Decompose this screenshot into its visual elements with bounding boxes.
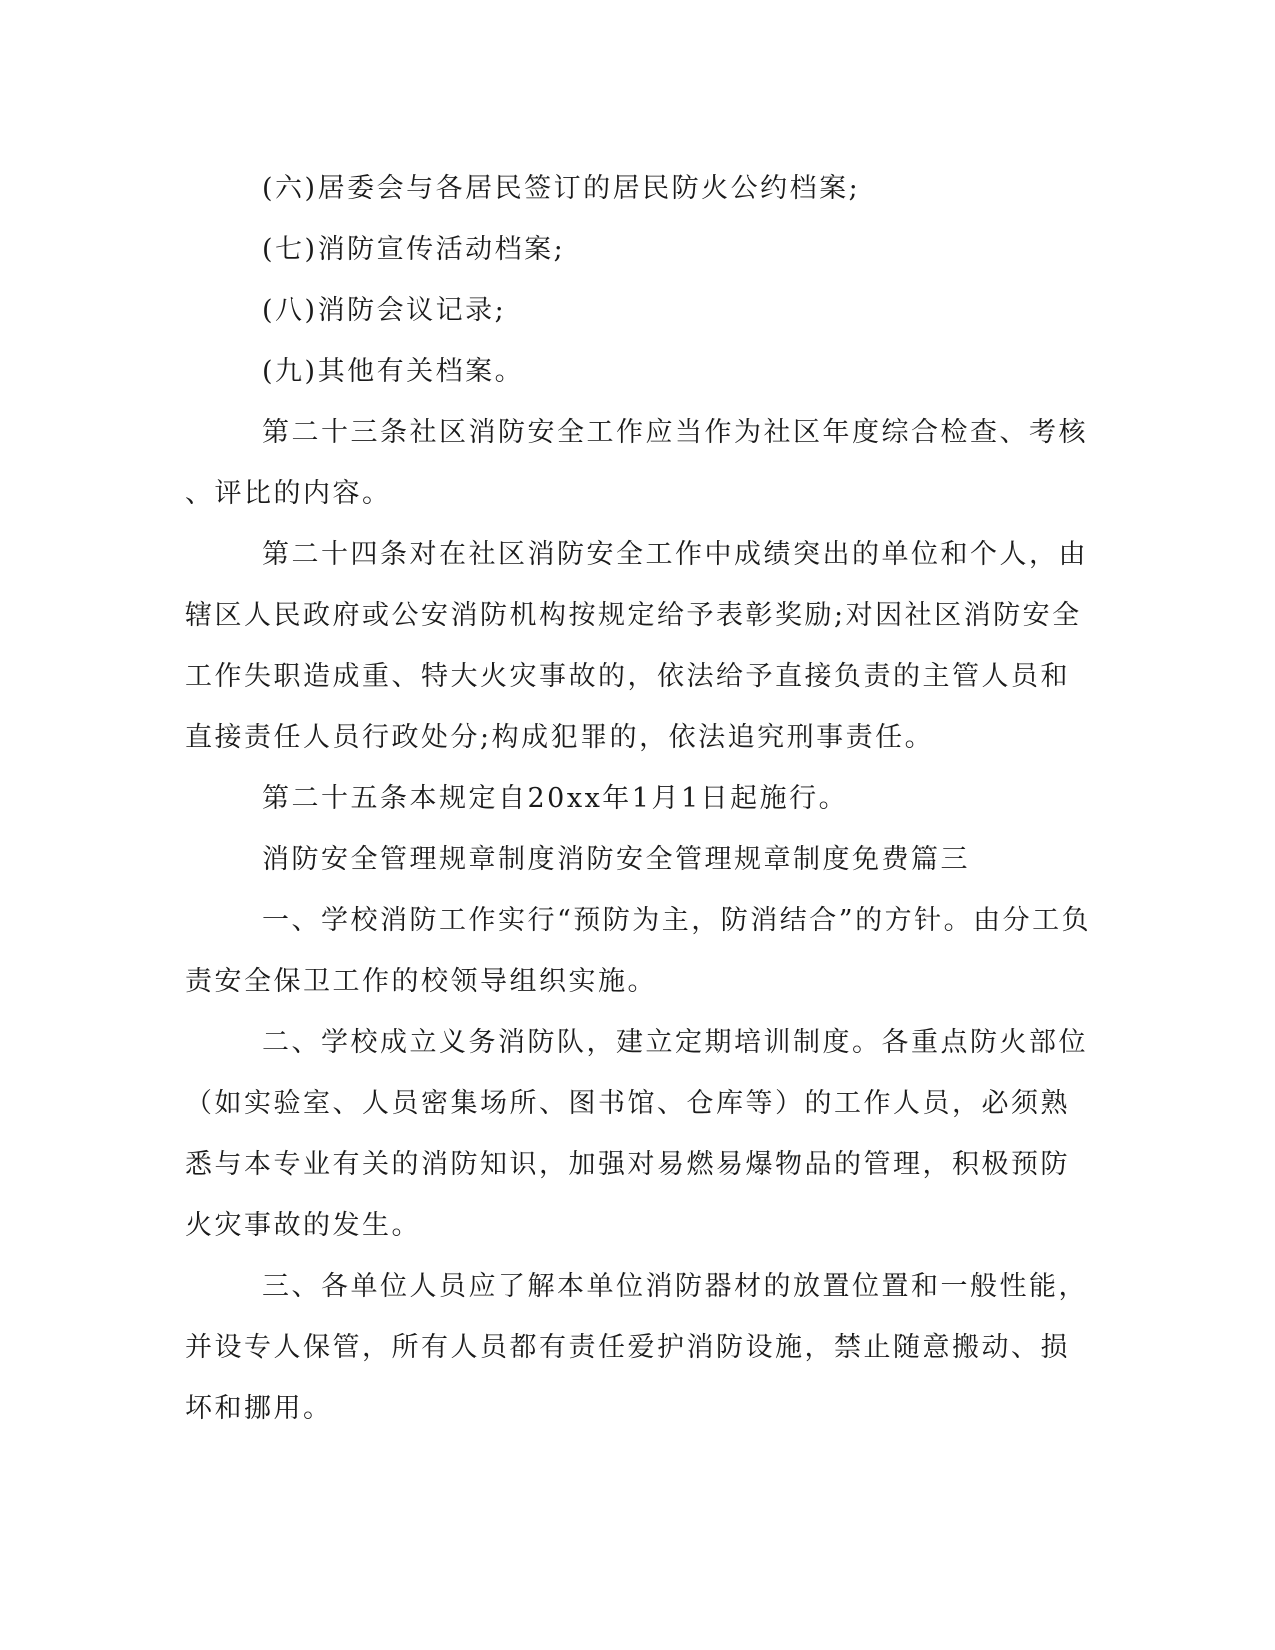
article-25: 第二十五条本规定自20xx年1月1日起施行。: [262, 783, 849, 814]
rule-2: [185, 1012, 1088, 1256]
rule-2-line: 火灾事故的发生。: [185, 1210, 421, 1241]
rule-2-line: 二、学校成立义务消防队，建立定期培训制度。各重点防火部位: [262, 1027, 1088, 1058]
article-24-line: 第二十四条对在社区消防安全工作中成绩突出的单位和个人，由: [262, 539, 1088, 570]
rule-1-line: 责安全保卫工作的校领导组织实施。: [185, 966, 657, 997]
archive-item-7: (七)消防宣传活动档案;: [262, 234, 566, 265]
rule-2-line: （如实验室、人员密集场所、图书馆、仓库等）的工作人员，必须熟: [185, 1088, 1070, 1119]
rule-1: [185, 890, 1092, 1012]
archive-item-9: (九)其他有关档案。: [262, 356, 525, 387]
document-page: [185, 158, 1092, 1439]
rule-3: [185, 1256, 1088, 1439]
archive-item-6: (六)居委会与各居民签订的居民防火公约档案;: [262, 173, 861, 204]
rule-3-line: 并设专人保管，所有人员都有责任爱护消防设施，禁止随意搬动、损: [185, 1332, 1070, 1363]
rule-1-line: 一、学校消防工作实行“预防为主，防消结合”的方针。由分工负: [262, 905, 1092, 936]
article-24-line: 直接责任人员行政处分;构成犯罪的，依法追究刑事责任。: [185, 722, 935, 753]
section-title: 消防安全管理规章制度消防安全管理规章制度免费篇三: [262, 844, 970, 875]
article-23-line: 第二十三条社区消防安全工作应当作为社区年度综合检查、考核: [262, 417, 1088, 448]
article-24-line: 辖区人民政府或公安消防机构按规定给予表彰奖励;对因社区消防安全: [185, 600, 1082, 631]
article-24: [185, 524, 1088, 768]
rule-3-line: 三、各单位人员应了解本单位消防器材的放置位置和一般性能，: [262, 1271, 1088, 1302]
rule-2-line: 悉与本专业有关的消防知识，加强对易燃易爆物品的管理，积极预防: [185, 1149, 1070, 1180]
article-24-line: 工作失职造成重、特大火灾事故的，依法给予直接负责的主管人员和: [185, 661, 1070, 692]
article-23-line: 、评比的内容。: [185, 478, 392, 509]
rule-3-line: 坏和挪用。: [185, 1393, 333, 1424]
article-23: [185, 402, 1088, 524]
archive-item-8: (八)消防会议记录;: [262, 295, 507, 326]
